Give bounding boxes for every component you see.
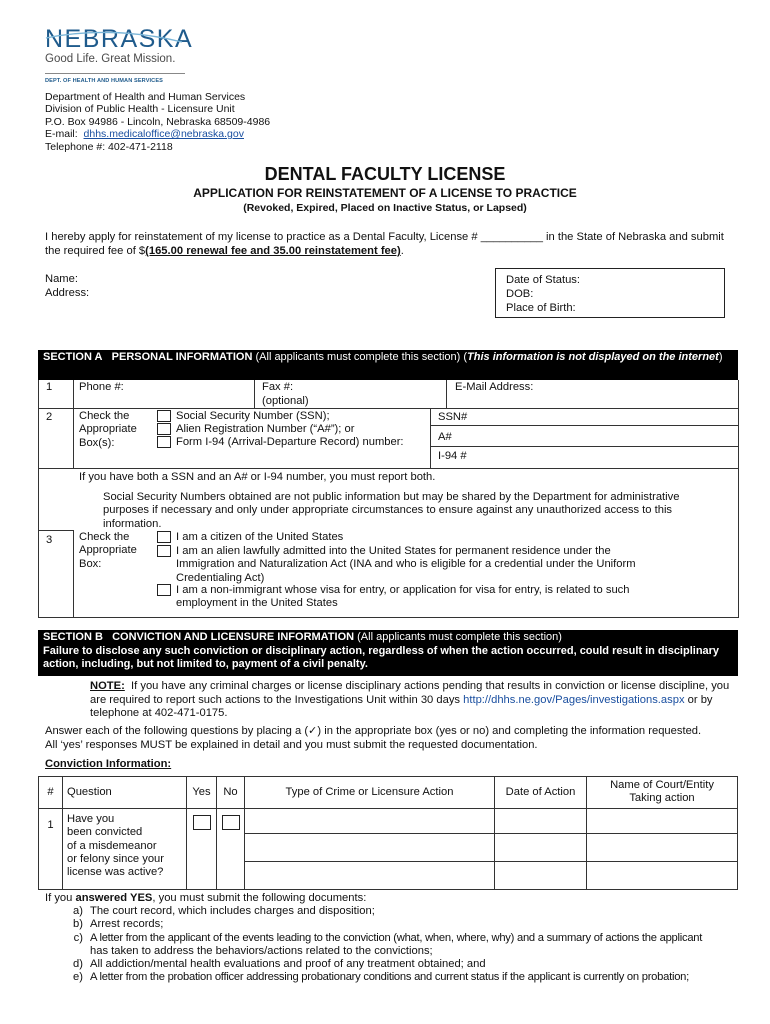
list-letter: e) bbox=[73, 971, 83, 984]
docs-intro-rest: , you must submit the following documents: bbox=[152, 892, 367, 904]
grid-line bbox=[430, 408, 431, 468]
row-number: 3 bbox=[46, 534, 53, 546]
grid-line bbox=[38, 617, 739, 618]
permanent-resident-checkbox[interactable] bbox=[157, 545, 171, 557]
section-b-header bbox=[38, 630, 738, 676]
grid-line bbox=[738, 380, 739, 618]
section-b-note: (All applicants must complete this section) bbox=[357, 631, 562, 643]
grid-line bbox=[430, 446, 738, 447]
date-cell[interactable] bbox=[495, 808, 587, 833]
logo-divider bbox=[45, 73, 185, 74]
answer-line: Answer each of the following questions by placing a (✓) in the appropriate box (yes or no) and completing the information requested. bbox=[45, 725, 702, 737]
col-header-no: No bbox=[217, 777, 245, 809]
note-paragraph bbox=[90, 680, 730, 721]
option-line: I am a non-immigrant whose visa for entry, or application for visa for entry, is related to such bbox=[176, 584, 630, 596]
ssn-checkbox[interactable] bbox=[157, 410, 171, 422]
list-text: A letter from the applicant of the events leading to the conviction (what, when, where, why) and a summary of actions the applicant bbox=[90, 931, 703, 944]
fax-label: Fax #: bbox=[262, 381, 294, 393]
agency-address bbox=[45, 91, 270, 153]
citizen-checkbox[interactable] bbox=[157, 531, 171, 543]
check-box-label bbox=[79, 531, 137, 571]
answer-line: All ‘yes’ responses MUST be explained in detail and you must submit the requested documentation. bbox=[45, 738, 538, 751]
grid-line bbox=[38, 380, 39, 618]
list-letter bbox=[45, 945, 90, 958]
docs-intro-text: If you bbox=[45, 892, 76, 904]
option-line: Credentialing Act) bbox=[176, 571, 265, 584]
form-subtitle: APPLICATION FOR REINSTATEMENT OF A LICENSE TO PRACTICE bbox=[193, 186, 577, 200]
option-line: employment in the United States bbox=[176, 597, 338, 610]
col-header-date: Date of Action bbox=[495, 777, 587, 809]
non-immigrant-checkbox[interactable] bbox=[157, 584, 171, 596]
table-row bbox=[39, 808, 738, 833]
phone-label: Phone #: bbox=[79, 381, 124, 393]
list-item bbox=[45, 971, 735, 984]
court-cell[interactable] bbox=[587, 833, 738, 861]
label-line: Box(s): bbox=[79, 436, 115, 449]
alien-number-option: Alien Registration Number (“A#”); or bbox=[176, 423, 355, 435]
col-header-question: Question bbox=[63, 777, 187, 809]
list-letter: c) bbox=[73, 931, 83, 944]
intro-paragraph bbox=[45, 230, 725, 258]
list-letter: a) bbox=[73, 905, 83, 918]
form-subtitle-paren: (Revoked, Expired, Placed on Inactive Status, or Lapsed) bbox=[243, 202, 527, 214]
section-b-warning: Failure to disclose any such conviction or disciplinary action, regardless of when the action occurred, could result in disciplinary action, including, but not limited to, payment of a civil penalty. bbox=[43, 644, 720, 670]
list-item bbox=[45, 932, 735, 945]
section-a-note: (All applicants must complete this section) ( bbox=[255, 351, 468, 363]
type-cell[interactable] bbox=[245, 808, 495, 833]
intro-end: . bbox=[400, 245, 404, 257]
address-line: Department of Health and Human Services bbox=[45, 91, 246, 103]
both-numbers-note: If you have both a SSN and an A# or I-94 number, you must report both. bbox=[79, 471, 436, 483]
list-letter: d) bbox=[73, 958, 83, 971]
list-item bbox=[45, 905, 735, 918]
question-line: of a misdemeanor bbox=[67, 839, 157, 852]
section-a-close: ) bbox=[718, 351, 723, 363]
question-line: Have you bbox=[67, 812, 115, 825]
section-b-title: CONVICTION AND LICENSURE INFORMATION bbox=[112, 631, 355, 643]
alien-number-checkbox[interactable] bbox=[157, 423, 171, 435]
intro-fee: (165.00 renewal fee and 35.00 reinstatement fee) bbox=[145, 245, 401, 257]
court-header-line: Taking action bbox=[629, 792, 695, 805]
ssn-field[interactable]: SSN# bbox=[438, 411, 468, 423]
intro-text: I hereby apply for reinstatement of my license to practice as a Dental Faculty, License # __________ in the State of Nebraska and submit the required fee of $ bbox=[45, 231, 724, 257]
grid-line bbox=[254, 380, 255, 408]
col-header-type: Type of Crime or Licensure Action bbox=[245, 777, 495, 809]
investigations-link[interactable]: http://dhhs.ne.gov/Pages/investigations.aspx bbox=[463, 693, 685, 706]
option-line: Immigration and Naturalization Act (INA and who is eligible for a credential under the Uniform bbox=[176, 558, 636, 571]
email-address-label: E-Mail Address: bbox=[455, 381, 534, 393]
list-letter: b) bbox=[73, 918, 83, 931]
address-line: Division of Public Health - Licensure Unit bbox=[45, 103, 235, 116]
col-header-num: # bbox=[39, 777, 63, 809]
option-line: I am an alien lawfully admitted into the United States for permanent residence under the bbox=[176, 545, 611, 557]
grid-line bbox=[73, 380, 74, 468]
i94-field[interactable]: I-94 # bbox=[438, 450, 467, 462]
i94-option: Form I-94 (Arrival-Departure Record) number: bbox=[176, 436, 404, 448]
question-line: or felony since your bbox=[67, 853, 165, 866]
form-title: DENTAL FACULTY LICENSE bbox=[264, 164, 506, 184]
table-header-row bbox=[39, 777, 738, 809]
section-b-label: SECTION B bbox=[43, 631, 103, 643]
yes-checkbox[interactable] bbox=[193, 815, 211, 830]
section-a-label: SECTION A bbox=[43, 351, 103, 363]
address-label: Address: bbox=[45, 287, 90, 299]
list-item bbox=[45, 958, 735, 971]
grid-line bbox=[38, 530, 74, 531]
phone-line: Telephone #: 402-471-2118 bbox=[45, 140, 173, 153]
answer-instructions bbox=[45, 725, 745, 752]
court-header-line: Name of Court/Entity bbox=[610, 779, 714, 791]
conviction-heading: Conviction Information: bbox=[45, 758, 172, 770]
row-number: 1 bbox=[39, 808, 63, 889]
no-checkbox[interactable] bbox=[222, 815, 240, 830]
docs-intro-bold: answered YES bbox=[75, 892, 153, 904]
list-item bbox=[45, 945, 735, 958]
logo-tagline: Good Life. Great Mission. bbox=[45, 53, 176, 65]
question-line: been convicted bbox=[67, 826, 143, 839]
grid-line bbox=[38, 468, 738, 469]
nebraska-logo-wordmark: NEBRASKA bbox=[45, 25, 194, 53]
row-number: 2 bbox=[46, 411, 53, 423]
dob-label: DOB: bbox=[506, 288, 534, 300]
grid-line bbox=[446, 380, 447, 408]
section-a-header bbox=[38, 350, 738, 380]
date-of-status-label: Date of Status: bbox=[506, 274, 581, 286]
email-link[interactable]: dhhs.medicaloffice@nebraska.gov bbox=[83, 128, 244, 141]
label-line: Check the bbox=[79, 410, 130, 422]
documents-intro bbox=[45, 892, 735, 905]
list-text: The court record, which includes charges and disposition; bbox=[90, 905, 375, 918]
section-a-title: PERSONAL INFORMATION bbox=[111, 351, 253, 363]
row-number: 1 bbox=[46, 381, 53, 393]
type-cell[interactable] bbox=[245, 833, 495, 861]
label-line: Appropriate bbox=[79, 423, 137, 436]
check-box-label bbox=[79, 410, 137, 450]
logo-department: DEPT. OF HEALTH AND HUMAN SERVICES bbox=[45, 78, 163, 84]
col-header-court bbox=[587, 777, 738, 809]
grid-line bbox=[38, 408, 738, 409]
list-item bbox=[45, 918, 735, 931]
court-cell[interactable] bbox=[587, 861, 738, 889]
note-text: If you have any criminal charges or license disciplinary actions pending that results in conviction or license discipline, you are required to report such actions to the Investigations Unit within 30 days bbox=[90, 680, 730, 706]
note-label: NOTE: bbox=[90, 680, 125, 692]
name-label: Name: bbox=[45, 273, 78, 285]
date-cell[interactable] bbox=[495, 833, 587, 861]
grid-line bbox=[73, 530, 74, 617]
list-text: has taken to address the behaviors/actions related to the convictions; bbox=[90, 944, 433, 957]
no-cell bbox=[217, 808, 245, 889]
email-line bbox=[45, 128, 270, 140]
grid-line bbox=[430, 425, 738, 426]
i94-checkbox[interactable] bbox=[157, 436, 171, 448]
label-line: Appropriate bbox=[79, 544, 137, 557]
section-a-internet-note: This information is not displayed on the internet bbox=[467, 351, 719, 363]
list-text: All addiction/mental health evaluations and proof of any treatment obtained; and bbox=[90, 958, 486, 971]
court-cell[interactable] bbox=[587, 808, 738, 833]
conviction-table bbox=[38, 776, 738, 890]
citizen-option: I am a citizen of the United States bbox=[176, 531, 344, 543]
email-label: E-mail: bbox=[45, 128, 78, 141]
permanent-resident-option bbox=[176, 545, 636, 585]
section-b-title-line bbox=[43, 631, 733, 645]
list-text: A letter from the probation officer addressing probationary conditions and current status if the applicant is currently on probation; bbox=[90, 971, 689, 984]
label-line: Box: bbox=[79, 557, 102, 570]
ssn-option: Social Security Number (SSN); bbox=[176, 410, 330, 422]
address-line: P.O. Box 94986 - Lincoln, Nebraska 68509-4986 bbox=[45, 115, 271, 128]
question-cell bbox=[63, 808, 187, 889]
date-cell[interactable] bbox=[495, 861, 587, 889]
required-documents bbox=[45, 892, 735, 984]
status-box bbox=[495, 268, 725, 318]
fax-optional: (optional) bbox=[262, 395, 309, 407]
question-line: license was active? bbox=[67, 866, 164, 879]
non-immigrant-option bbox=[176, 584, 630, 611]
applicant-name-address bbox=[45, 272, 89, 300]
list-text: Arrest records; bbox=[90, 918, 164, 931]
type-cell[interactable] bbox=[245, 861, 495, 889]
note-phone: or by telephone at 402-471-0175. bbox=[90, 693, 713, 719]
label-line: Check the bbox=[79, 531, 130, 543]
col-header-yes: Yes bbox=[187, 777, 217, 809]
yes-cell bbox=[187, 808, 217, 889]
ssn-notice: Social Security Numbers obtained are not public information but may be shared by the Department for administrative purposes if necessary and only under appropriate circumstances to ensure against any unauthorized access to this information. bbox=[103, 491, 680, 530]
alien-number-field[interactable]: A# bbox=[438, 431, 452, 443]
place-of-birth-label: Place of Birth: bbox=[506, 302, 576, 314]
